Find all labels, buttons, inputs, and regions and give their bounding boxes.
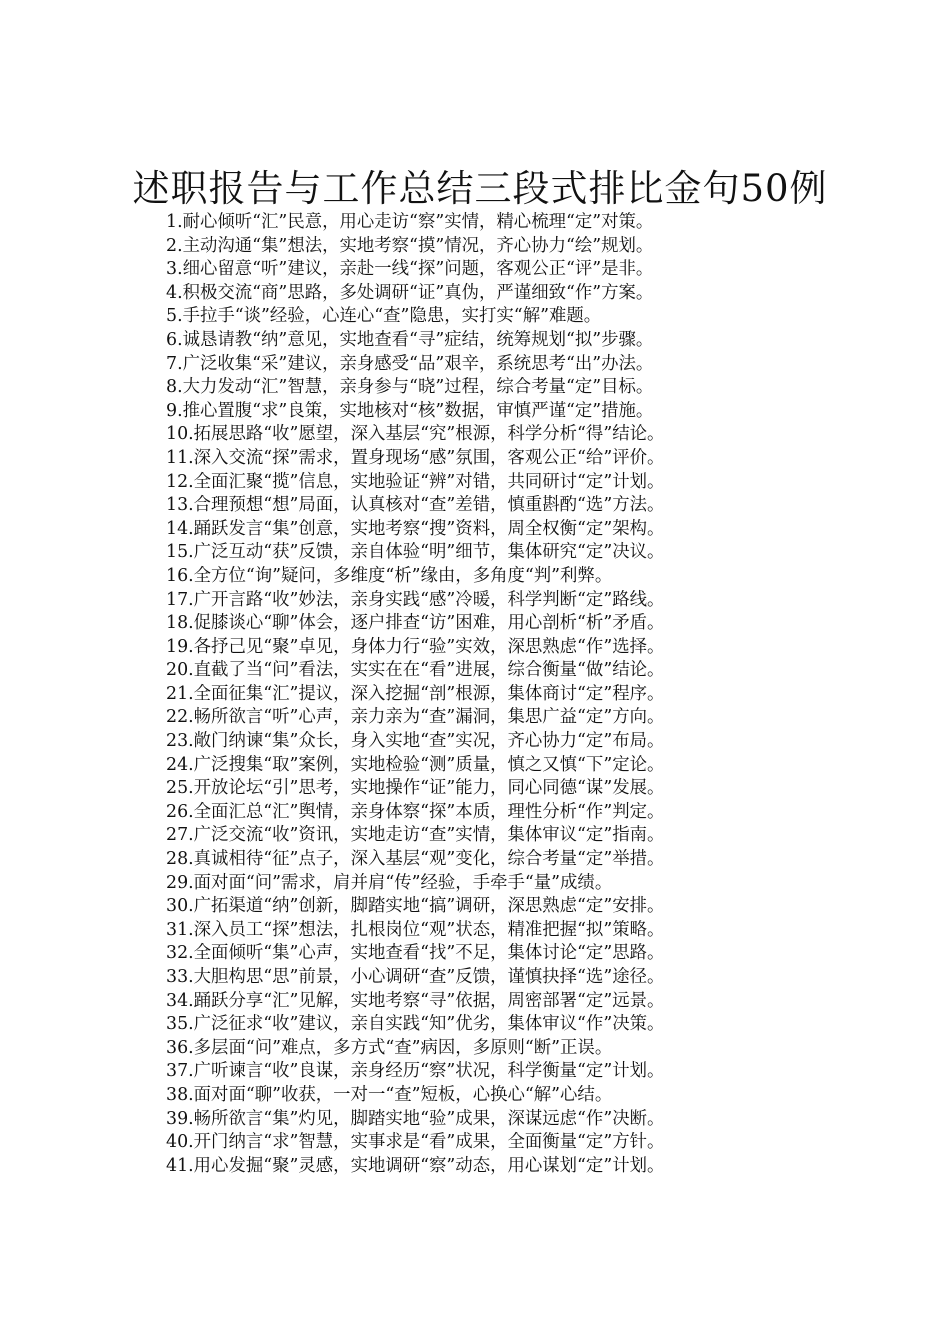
list-item: 27.广泛交流“收”资讯，实地走访“查”实情，集体审议“定”指南。 (166, 825, 665, 846)
list-item: 40.开门纳言“求”智慧，实事求是“看”成果，全面衡量“定”方针。 (166, 1132, 665, 1153)
list-item: 31.深入员工“探”想法，扎根岗位“观”状态，精准把握“拟”策略。 (166, 919, 665, 940)
list-item: 34.踊跃分享“汇”见解，实地考察“寻”依据，周密部署“定”远景。 (166, 990, 665, 1011)
list-item: 13.合理预想“想”局面，认真核对“查”差错，慎重斟酌“选”方法。 (166, 495, 665, 516)
list-item: 10.拓展思路“收”愿望，深入基层“究”根源，科学分析“得”结论。 (166, 424, 665, 445)
list-item: 20.直截了当“问”看法，实实在在“看”进展，综合衡量“做”结论。 (166, 660, 665, 681)
list-item: 6.诚恳请教“纳”意见，实地查看“寻”症结，统筹规划“拟”步骤。 (166, 329, 654, 350)
list-item: 41.用心发掘“聚”灵感，实地调研“察”动态，用心谋划“定”计划。 (166, 1155, 665, 1176)
list-item: 29.面对面“问”需求，肩并肩“传”经验，手牵手“量”成绩。 (166, 872, 613, 893)
list-item: 33.大胆构思“思”前景，小心调研“查”反馈，谨慎抉择“选”途径。 (166, 967, 665, 987)
list-item: 12.全面汇聚“揽”信息，实地验证“辨”对错，共同研讨“定”计划。 (166, 471, 665, 492)
list-item: 4.积极交流“商”思路，多处调研“证”真伪，严谨细致“作”方案。 (166, 282, 654, 303)
list-item: 3.细心留意“听”建议，亲赴一线“探”问题，客观公正“评”是非。 (166, 259, 654, 280)
list-item: 15.广泛互动“获”反馈，亲自体验“明”细节，集体研究“定”决议。 (166, 542, 665, 563)
list-item: 8.大力发动“汇”智慧，亲身参与“晓”过程，综合考量“定”目标。 (166, 377, 654, 398)
list-item: 11.深入交流“探”需求，置身现场“感”氛围，客观公正“给”评价。 (166, 447, 665, 468)
list-item: 38.面对面“聊”收获，一对一“查”短板，心换心“解”心结。 (166, 1084, 613, 1105)
list-item: 14.踊跃发言“集”创意，实地考察“搜”资料，周全权衡“定”架构。 (166, 518, 665, 539)
list-item: 18.促膝谈心“聊”体会，逐户排查“访”困难，用心剖析“析”矛盾。 (166, 613, 665, 634)
list-item: 26.全面汇总“汇”舆情，亲身体察“探”本质，理性分析“作”判定。 (166, 801, 665, 822)
list-item: 36.多层面“问”难点，多方式“查”病因，多原则“断”正误。 (166, 1037, 613, 1058)
list-item: 2.主动沟通“集”想法，实地考察“摸”情况，齐心协力“绘”规划。 (166, 235, 654, 256)
list-item: 39.畅所欲言“集”灼见，脚踏实地“验”成果，深谋远虑“作”决断。 (166, 1108, 665, 1129)
list-item: 24.广泛搜集“取”案例，实地检验“测”质量，慎之又慎“下”定论。 (166, 754, 665, 775)
list-item: 37.广听谏言“收”良谋，亲身经历“察”状况，科学衡量“定”计划。 (166, 1061, 665, 1082)
list-item: 30.广拓渠道“纳”创新，脚踏实地“搞”调研，深思熟虑“定”安排。 (166, 896, 665, 917)
list-item: 1.耐心倾听“汇”民意，用心走访“察”实情，精心梳理“定”对策。 (166, 212, 654, 232)
list-item: 32.全面倾听“集”心声，实地查看“找”不足，集体讨论“定”思路。 (166, 943, 665, 964)
list-item: 22.畅所欲言“听”心声，亲力亲为“查”漏洞，集思广益“定”方向。 (166, 707, 665, 728)
list-item: 19.各抒己见“聚”卓见，身体力行“验”实效，深思熟虑“作”选择。 (166, 636, 665, 657)
list-item: 16.全方位“询”疑问，多维度“析”缘由，多角度“判”利弊。 (166, 565, 613, 586)
list-item: 9.推心置腹“求”良策，实地核对“核”数据，审慎严谨“定”措施。 (166, 400, 654, 421)
list-item: 5.手拉手“谈”经验，心连心“查”隐患，实打实“解”难题。 (166, 306, 602, 327)
document-title: 述职报告与工作总结三段式排比金句50例 (132, 167, 828, 210)
list-item: 21.全面征集“汇”提议，深入挖掘“剖”根源，集体商讨“定”程序。 (166, 683, 665, 704)
sentence-list (166, 211, 786, 1178)
list-item: 23.敞门纳谏“集”众长，身入实地“查”实况，齐心协力“定”布局。 (166, 731, 665, 752)
list-item: 17.广开言路“收”妙法，亲身实践“感”冷暖，科学判断“定”路线。 (166, 589, 665, 610)
list-item: 7.广泛收集“采”建议，亲身感受“品”艰辛，系统思考“出”办法。 (166, 353, 654, 374)
list-item: 25.开放论坛“引”思考，实地操作“证”能力，同心同德“谋”发展。 (166, 778, 665, 799)
list-item: 28.真诚相待“征”点子，深入基层“观”变化，综合考量“定”举措。 (166, 849, 665, 870)
list-item: 35.广泛征求“收”建议，亲自实践“知”优劣，集体审议“作”决策。 (166, 1014, 665, 1035)
